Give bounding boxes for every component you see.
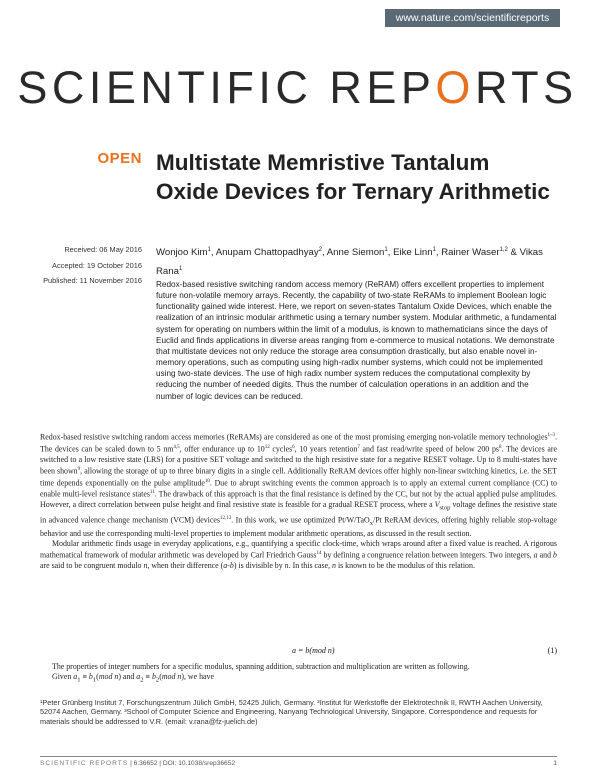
author-list: Wonjoo Kim$^1$, Anupam Chattopadhyay$^2$, Anne Siemon$^1$, Eike Linn$^1$, Rainer Waser$^{1,2}$ & Vikas Rana$^1$ bbox=[156, 247, 543, 278]
paragraph-properties: The properties of integer numbers for a specific modulus, spanning addition, subtraction and multiplication are written as following. bbox=[52, 662, 470, 671]
footer-citation: | 6:36652 | DOI: 10.1038/srep36652 bbox=[130, 760, 236, 767]
page-footer bbox=[40, 760, 557, 767]
article-title: Multistate Memristive Tantalum Oxide Devices for Ternary Arithmetic bbox=[156, 150, 550, 204]
received-date: Received: 06 May 2016 bbox=[64, 245, 142, 254]
paragraph-given: Given $a_1 \equiv b_1(mod$ n) and $a_2 \equiv b_2(mod$ n), we have bbox=[52, 672, 215, 684]
masthead-text-start: SCIENTIFIC REP bbox=[17, 62, 436, 113]
journal-url-link[interactable]: www.nature.com/scientificreports bbox=[395, 12, 550, 24]
equation-1 bbox=[40, 646, 557, 658]
paragraph-modular-arithmetic: Modular arithmetic finds usage in everyday applications, e.g., quantifying a specific clock-time, which wraps around after a fixed value is reached. A rigorous mathematical framework of modular arithmetic was developed by Carl Friedrich Gauss$^{14}$ by defining a congruence relation between integers. Two integers, a and b are said to be congruent modulo n, when their difference (a-b) is divisible by n. In this case, n is known to be the modulus of this relation. bbox=[40, 539, 557, 571]
article-dates bbox=[20, 242, 142, 289]
accepted-date: Accepted: 19 October 2016 bbox=[52, 260, 142, 270]
page-number: 1 bbox=[553, 760, 557, 767]
affiliations-footnote: ¹Peter Grünberg Institut 7, Forschungszentrum Jülich GmbH, 52425 Jülich, Germany. ²Institut für Werkstoffe der Elektrotechnik II, RWTH Aachen University, 52074 Aachen, Germany. ³School of Computer Science and Engineering, Nanyang Technological University, Singapore. Correspondence and requests for materials should be addressed to V.R. (email: v.rana@fz-juelich.de) bbox=[40, 698, 543, 726]
equation-formula: a = b(mod n) bbox=[292, 646, 335, 655]
paragraph-intro: Redox-based resistive switching random access memories (ReRAMs) are considered as one of the most promising emerging non-volatile memory technologies$^{1-3}$. The devices can be scaled down to 5 nm$^{4,5}$, offer endurance up to $10^{12}$ cycles$^6$, 10 years retention$^7$ and fast read/write speed of below 200 $ps^8$. The devices are switched to a low resistive state (LRS) for a positive SET voltage and switched to the high resistive state for a negative RESET voltage. Up to 8 multi-states have been shown$^9$, allowing the storage of up to three binary digits in a single cell. Additionally ReRAM devices offer highly non-linear switching kinetics, i.e. the SET time depends exponentially on the pulse amplitude$^{10}$. Due to abrupt switching events the common approach is to apply an external current compliance (CC) to enable multi-level resistance states$^{11}$. The drawback of this approach is that the final resistance is defined by the CC, but not by the actual applied pulse amplitudes. However, a direct correlation between pulse height and final resistive state is feasible for a gradual RESET process, where a $V_{stop}$ voltage defines the resistive state in advanced valence change mechanism (VCM) devices$^{12,13}$. In this work, we use optimized Pt/W/TaO$_x$/Pt ReRAM devices, offering highly reliable stop-voltage behavior and use the corresponding multi-level properties to implement modular arithmetic operations, as discussed in the result section. bbox=[40, 432, 557, 539]
journal-url-bar[interactable] bbox=[385, 9, 560, 27]
masthead-text-end: RTS bbox=[474, 62, 578, 113]
footer-journal-name: SCIENTIFIC REPORTS bbox=[40, 760, 129, 767]
journal-masthead bbox=[0, 62, 595, 114]
footer-divider bbox=[40, 756, 557, 757]
main-text bbox=[40, 431, 557, 571]
masthead-logo-o: O bbox=[435, 62, 475, 113]
equation-number: (1) bbox=[547, 646, 557, 655]
main-text-continued bbox=[40, 662, 557, 686]
abstract: Redox-based resistive switching random access memory (ReRAM) offers excellent properties to implement future non-volatile memory arrays. Recently, the capability of two-state ReRAMs to implement Boolean logic functionality gained wide interest. Here, we report on seven-states Tantalum Oxide Devices, which enable the realization of an intrinsic modular arithmetic using a ternary number system. Modular arithmetic, a fundamental system for operating on numbers within the limit of a modulus, is known to mathematicians since the days of Euclid and finds applications in diverse areas ranging from e-commerce to musical notations. We demonstrate that multistate devices not only reduce the storage area consumption drastically, but also enable novel in-memory operations, such as computing using high-radix number systems, which could not be implemented using two-state devices. The use of high radix number system reduces the computational complexity by reducing the number of needed digits. Thus the number of calculation operations in an addition and the number of logic devices can be reduced. bbox=[156, 280, 557, 401]
published-date: Published: 11 November 2016 bbox=[43, 276, 142, 285]
open-access-label: OPEN bbox=[97, 150, 142, 167]
